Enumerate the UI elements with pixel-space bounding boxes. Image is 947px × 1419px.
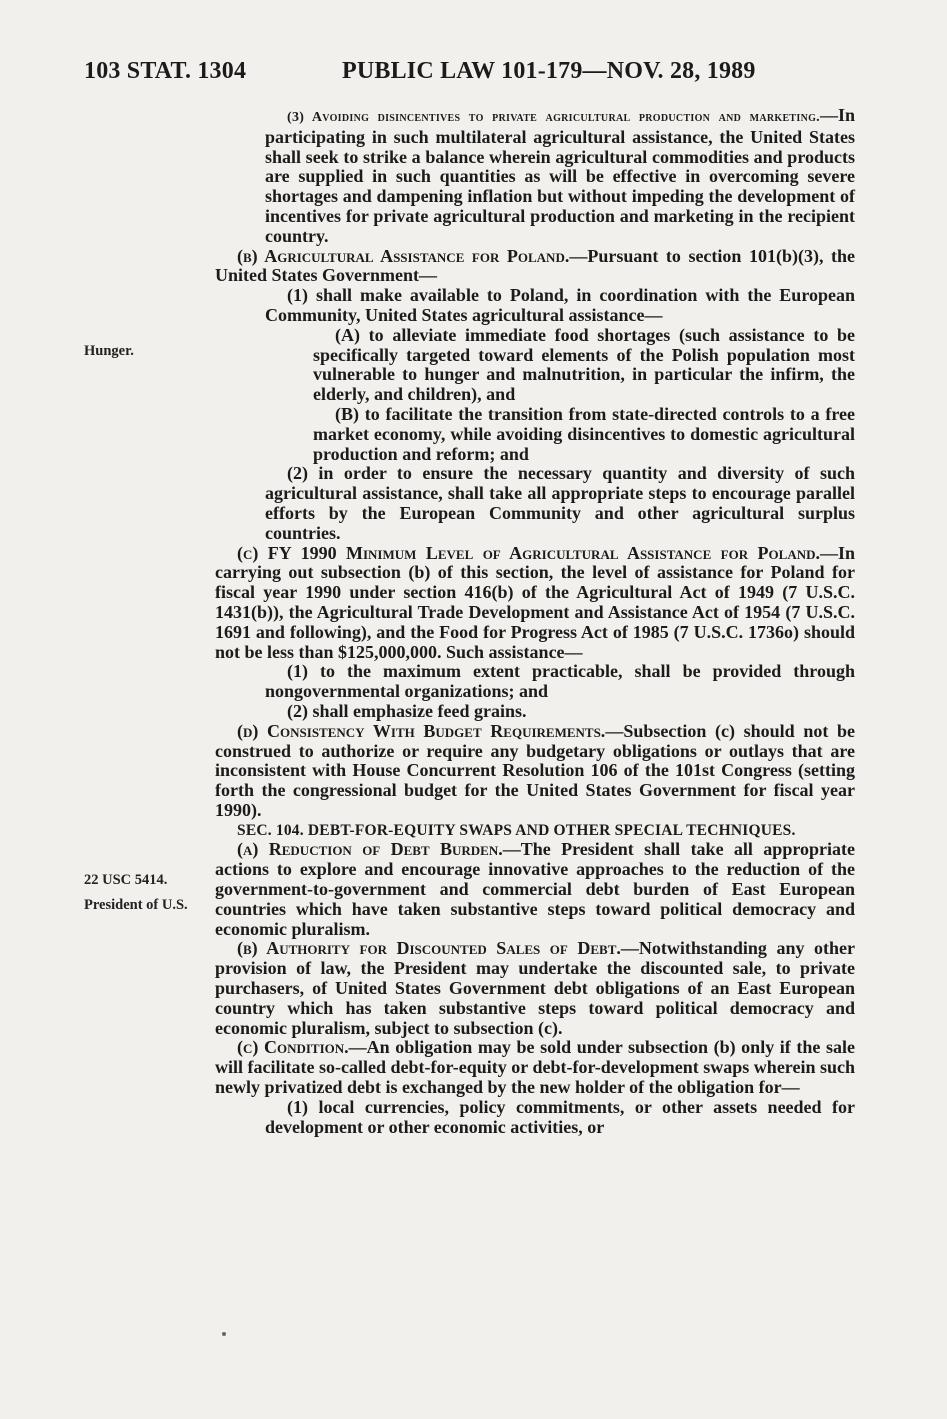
- subsection-b-heading: (b) Agricultural Assistance for Poland.: [237, 245, 570, 266]
- stat-page-number: 103 STAT. 1304: [84, 58, 247, 84]
- stray-mark: [222, 1332, 226, 1336]
- subsection-b-text: —Pursuant to section 101(b)(3), the United States Government—: [215, 245, 855, 286]
- subsection-c-heading: (c) FY 1990 Minimum Level of Agricultural Assistance for Poland.: [237, 542, 820, 563]
- paragraph-3-heading: (3) Avoiding disincentives to private agricultural production and marketing.: [287, 110, 820, 125]
- margin-note-usc: 22 USC 5414.: [84, 872, 168, 888]
- sec104-subsection-b: [215, 939, 855, 1038]
- paragraph-3-text: —In participating in such multilateral agricultural assistance, the United States shall seek to strike a balance wherein agricultural commodities and products are supplied in such quantities as will be effective in overcoming severe shortages and dampening inflation but without impeding the development of incentives for private agricultural production and marketing in the recipient country.: [265, 105, 855, 246]
- subsection-d-heading: (d) Consistency With Budget Requirements.: [237, 720, 606, 741]
- margin-note-hunger: Hunger.: [84, 343, 134, 359]
- document-body: [215, 106, 855, 1137]
- margin-note-president: President of U.S.: [84, 897, 188, 913]
- sec104-subsection-a: [215, 840, 855, 939]
- sec104-subsection-c-1: (1) local currencies, policy commitments, or other assets needed for development or other economic activities, or: [265, 1096, 855, 1137]
- subsection-b-1: (1) shall make available to Poland, in coordination with the European Community, United States agricultural assistance—: [265, 285, 855, 325]
- subsection-d-text: —Subsection (c) should not be construed to authorize or require any budgetary obligations or outlays that are inconsistent with House Concurrent Resolution 106 of the 101st Congress (setting forth the congressional budget for the United States Government for fiscal year 1990).: [215, 720, 855, 820]
- sec104-subsection-c: [215, 1038, 855, 1097]
- subsection-c-text: —In carrying out subsection (b) of this section, the level of assistance for Poland for fiscal year 1990 under section 416(b) of the Agricultural Act of 1949 (7 U.S.C. 1431(b)), the Agricultural Trade Development and Assistance Act of 1954 (7 U.S.C. 1691 and following), and the Food for Progress Act of 1985 (7 U.S.C. 1736o) should not be less than $125,000,000. Such assistance—: [215, 542, 855, 662]
- public-law-title: PUBLIC LAW 101-179—NOV. 28, 1989: [342, 58, 756, 84]
- sec104-subsection-c-heading: (c) Condition.: [237, 1037, 349, 1058]
- sec104-subsection-a-heading: (a) Reduction of Debt Burden.: [237, 839, 503, 860]
- subsection-b-2: (2) in order to ensure the necessary quantity and diversity of such agricultural assistance, shall take all appropriate steps to encourage parallel efforts by the European Community and other agricultural surplus countries.: [265, 463, 855, 543]
- sec104-subsection-b-text: —Notwithstanding any other provision of law, the President may undertake the discounted sale, to private purchasers, of United States Government debt obligations of an East European country which has taken substantive steps toward political democracy and economic pluralism, subject to subsection (c).: [215, 938, 855, 1038]
- subsection-c-2: (2) shall emphasize feed grains.: [287, 700, 527, 721]
- sec104-subsection-b-heading: (b) Authority for Discounted Sales of Debt.: [237, 938, 621, 959]
- subsection-d: [215, 722, 855, 821]
- paragraph-3: [265, 106, 855, 247]
- sec104-subsection-c-text: —An obligation may be sold under subsection (b) only if the sale will facilitate so-called debt-for-equity or debt-for-development swaps wherein such newly privatized debt is exchanged by the new holder of the obligation for—: [215, 1037, 855, 1098]
- subsection-c-1: (1) to the maximum extent practicable, shall be provided through nongovernmental organizations; and: [265, 661, 855, 702]
- subsection-b-1-A: (A) to alleviate immediate food shortages (such assistance to be specifically targeted toward elements of the Polish population most vulnerable to hunger and malnutrition, in particular the infirm, the elderly, and children), and: [313, 324, 855, 405]
- section-104-heading: SEC. 104. DEBT-FOR-EQUITY SWAPS AND OTHER SPECIAL TECHNIQUES.: [237, 821, 796, 839]
- subsection-c: [215, 544, 855, 663]
- subsection-b-1-B: (B) to facilitate the transition from state-directed controls to a free market economy, while avoiding disincentives to domestic agricultural production and reform; and: [313, 403, 855, 464]
- subsection-b: [215, 247, 855, 287]
- sec104-subsection-a-text: —The President shall take all appropriate actions to explore and encourage innovative approaches to the reduction of the government-to-government and commercial debt burden of East European countries which have taken substantive steps toward political democracy and economic pluralism.: [215, 839, 855, 939]
